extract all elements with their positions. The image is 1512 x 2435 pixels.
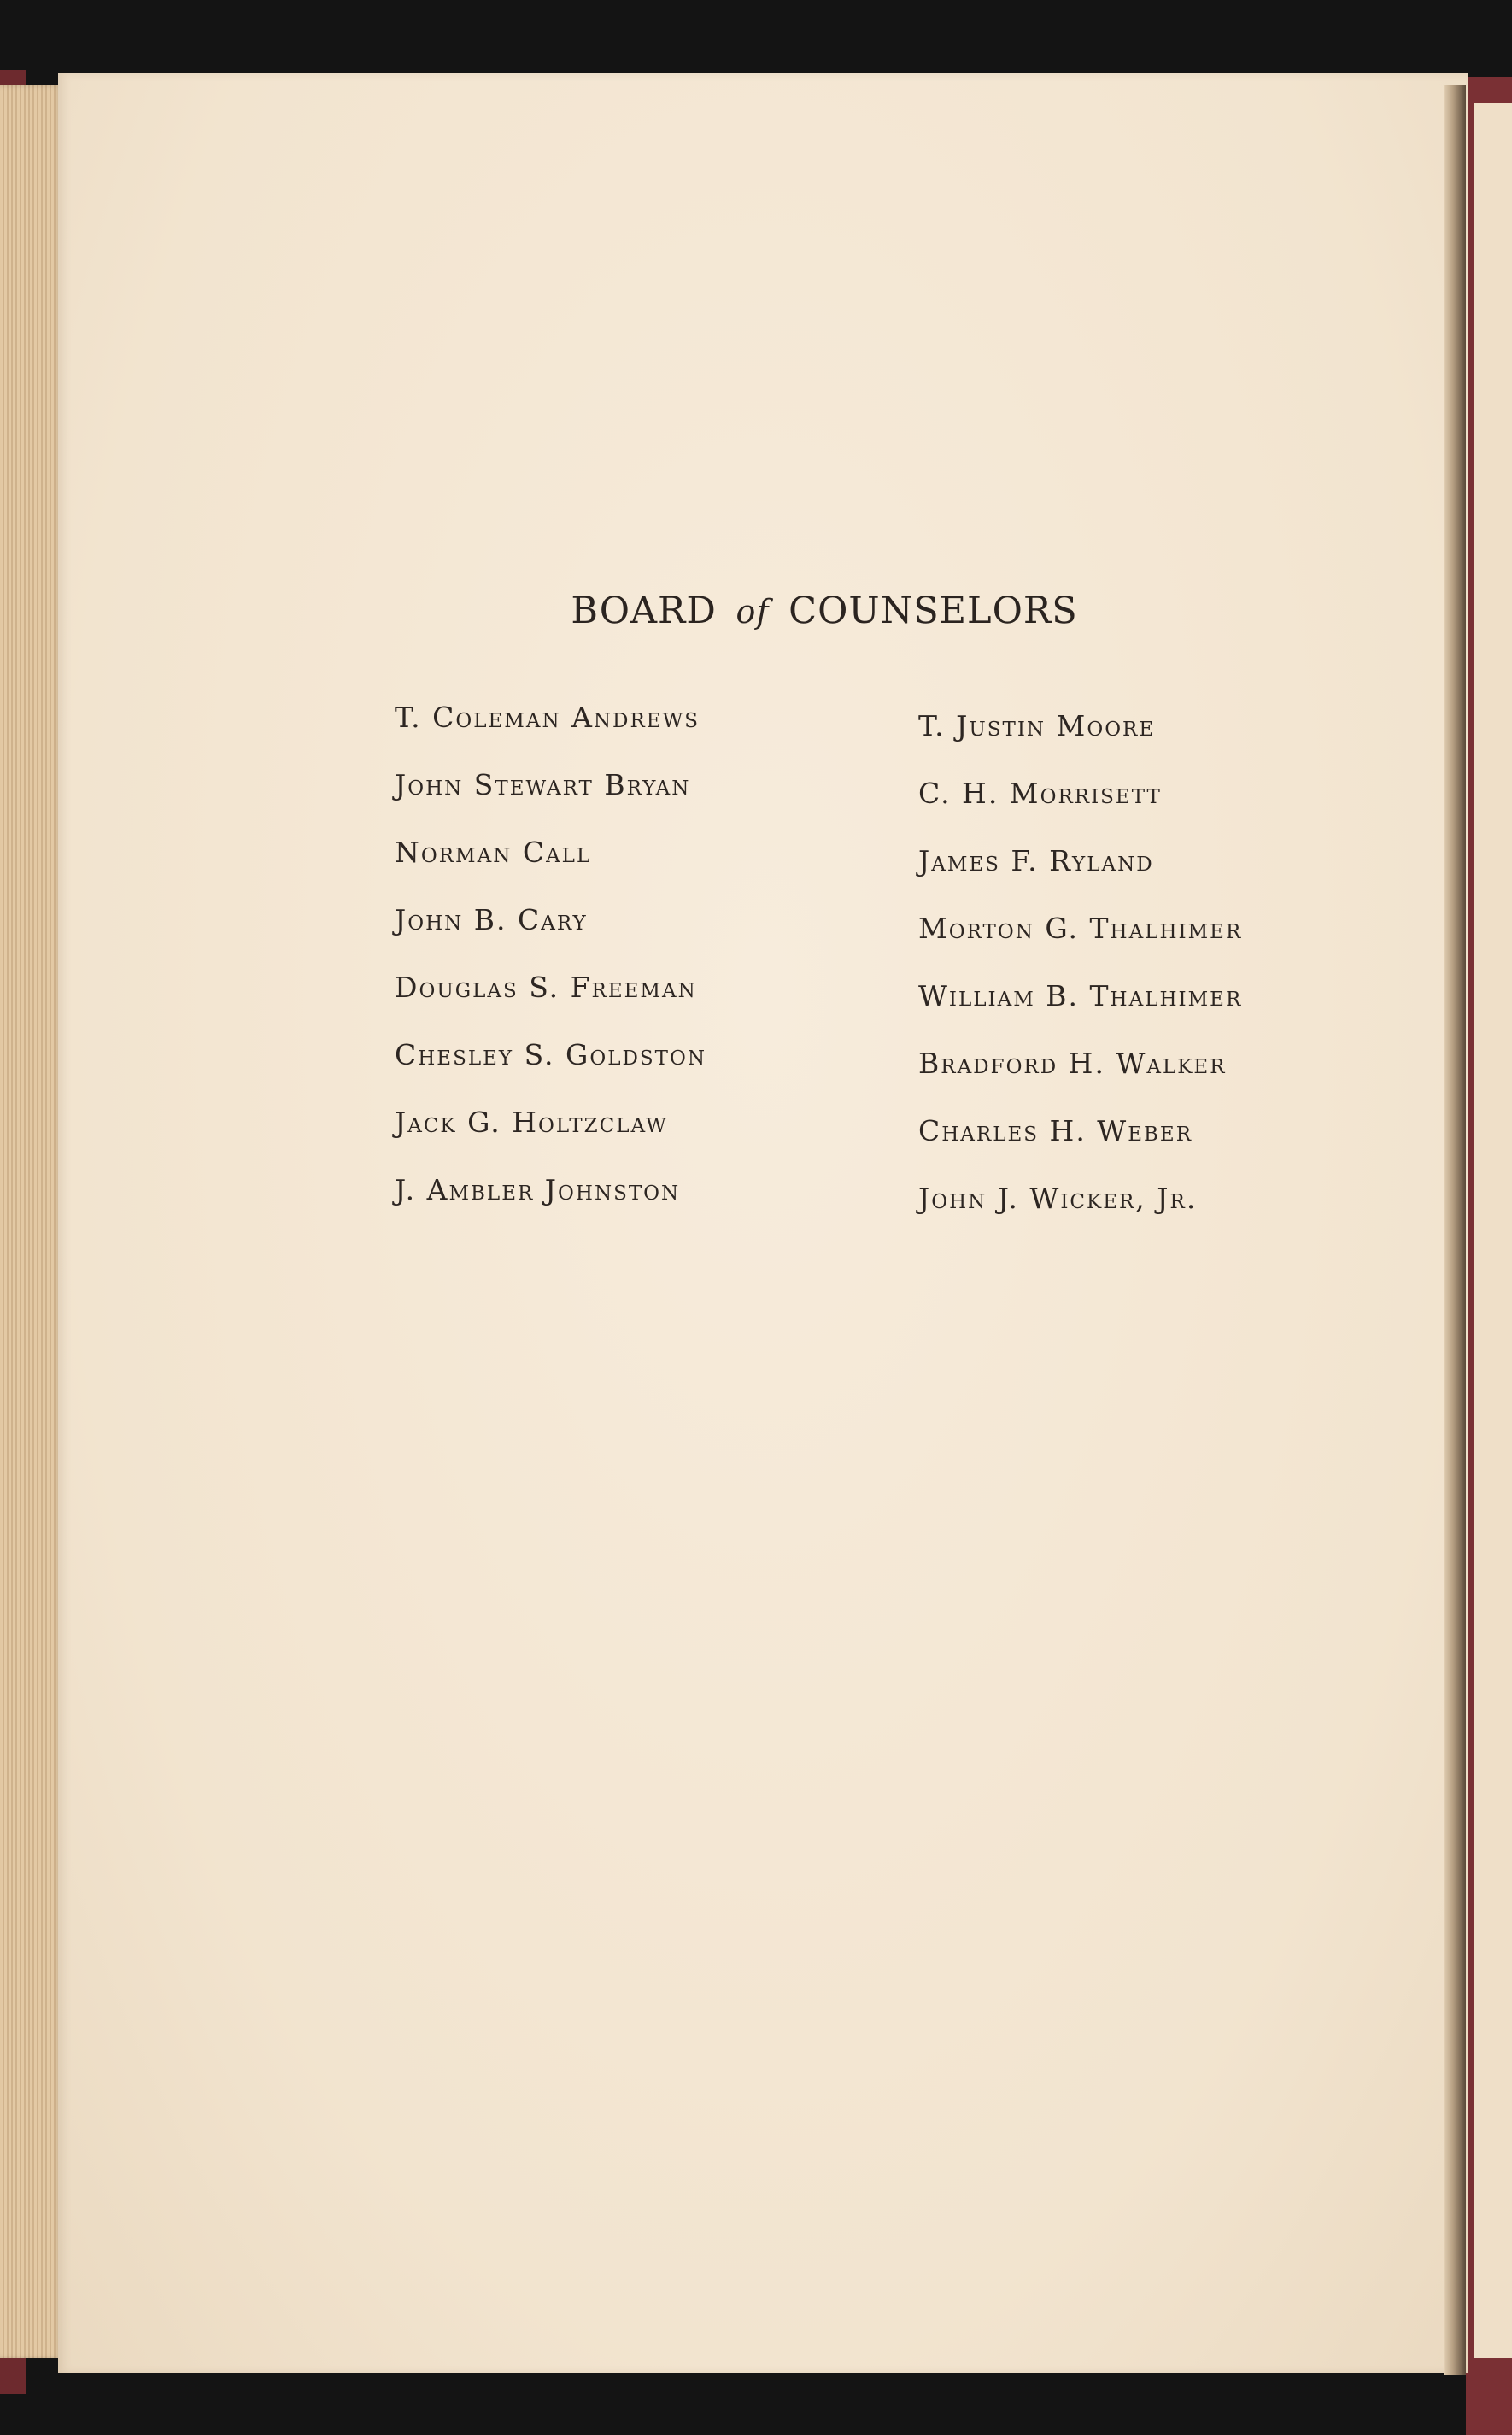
counselor-name: T. Coleman Andrews (395, 701, 700, 734)
counselor-name: Morton G. Thalhimer (918, 912, 1243, 945)
counselor-name: John J. Wicker, Jr. (918, 1182, 1198, 1215)
counselor-name: John B. Cary (395, 903, 588, 936)
counselor-name: William B. Thalhimer (918, 979, 1243, 1012)
title-counselors: COUNSELORS (788, 590, 1078, 632)
book-page (58, 73, 1468, 2373)
page-gutter (1444, 85, 1466, 2375)
counselor-name: James F. Ryland (918, 844, 1154, 877)
title-board: BOARD (571, 590, 717, 632)
facing-page-edge (1474, 103, 1512, 2358)
page-title (0, 590, 1512, 632)
counselor-name: Douglas S. Freeman (395, 971, 697, 1004)
counselor-name: J. Ambler Johnston (395, 1173, 681, 1206)
counselor-name: Bradford H. Walker (918, 1047, 1227, 1080)
counselor-list-right (918, 692, 1242, 1232)
counselor-name: John Stewart Bryan (395, 768, 691, 801)
counselor-name: Jack G. Holtzclaw (395, 1106, 668, 1139)
counselor-list-left (395, 684, 706, 1223)
counselor-name: T. Justin Moore (918, 709, 1156, 742)
counselor-name: C. H. Morrisett (918, 777, 1162, 810)
page-edges (0, 85, 62, 2358)
counselor-name: Chesley S. Goldston (395, 1038, 707, 1071)
title-of: of (735, 593, 770, 631)
counselor-name: Charles H. Weber (918, 1114, 1193, 1147)
counselor-name: Norman Call (395, 836, 592, 869)
